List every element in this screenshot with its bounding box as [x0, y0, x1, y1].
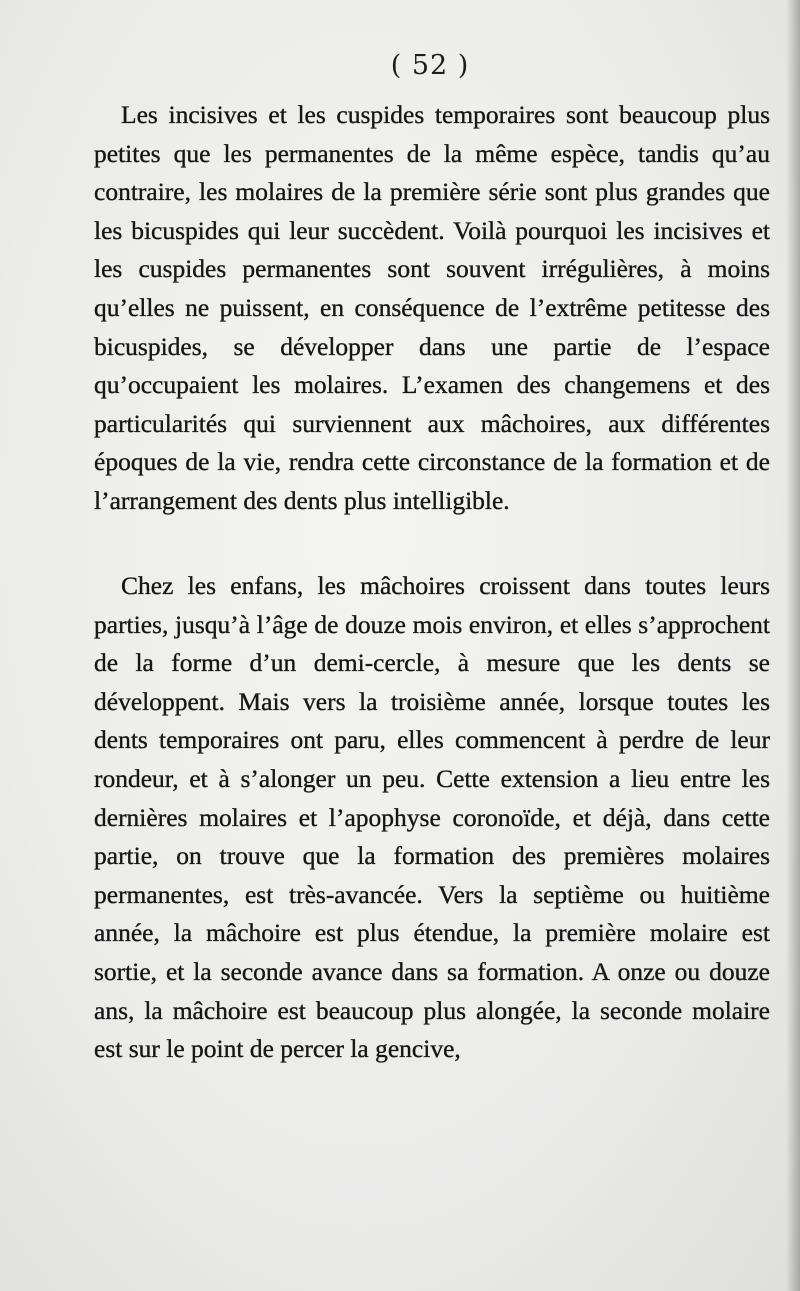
page-number: ( 52 )	[390, 50, 470, 81]
paragraph-1: Les incisives et les cuspides temporaires sont beaucoup plus petites que les permanentes de la même espèce, tandis qu’au contraire, les molaires de la première série sont plus grandes que les bicuspides qui leur succèdent. Voilà pourquoi les incisives et les cuspides permanentes sont souvent irrégulières, à moins qu’elles ne puissent, en conséquence de l’extrême petitesse des bicuspides, se développer dans une partie de l’espace qu’occupaient les molaires. L’examen des changemens et des particularités qui surviennent aux mâchoires, aux différentes époques de la vie, rendra cette circonstance de la formation et de l’arrangement des dents plus intelligible.	[94, 100, 770, 515]
paragraph-2: Chez les enfans, les mâchoires croissent dans toutes leurs parties, jusqu’à l’âge de douze mois environ, et elles s’approchent de la forme d’un demi-cercle, à mesure que les dents se développent. Mais vers la troisième année, lorsque toutes les dents temporaires ont paru, elles commencent à perdre de leur rondeur, et à s’alonger un peu. Cette extension a lieu entre les dernières molaires et l’apophyse coronoïde, et déjà, dans cette partie, on trouve que la formation des premières molaires permanentes, est très-avancée. Vers la septième ou huitième année, la mâchoire est plus étendue, la première molaire est sortie, et la seconde avance dans sa formation. A onze ou douze ans, la mâchoire est beaucoup plus alongée, la seconde molaire est sur le point de percer la gencive,	[94, 571, 770, 1064]
